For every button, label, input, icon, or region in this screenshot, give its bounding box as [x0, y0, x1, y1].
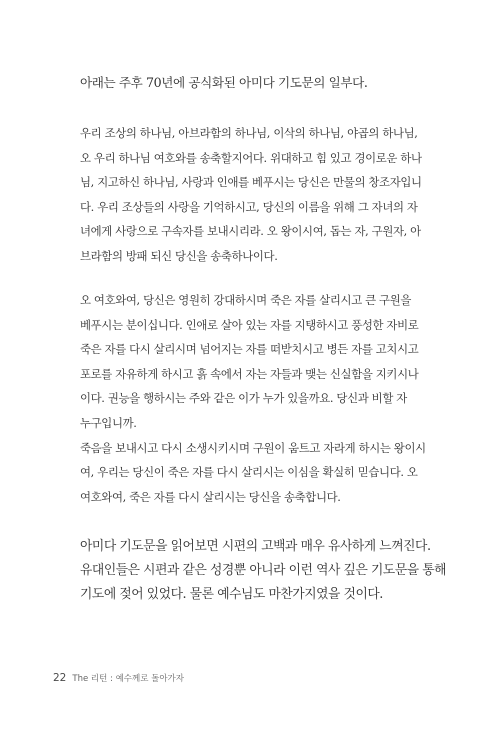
page-number: 22 [53, 672, 67, 684]
prayer-line: 포로를 자유하게 하시고 흙 속에서 자는 자들과 맺는 신실함을 지키시나 [80, 366, 419, 381]
intro-sentence: 아래는 주후 70년에 공식화된 아미다 기도문의 일부다. [80, 75, 368, 90]
prayer-line: 여, 우리는 당신이 죽은 자를 다시 살리시는 이심을 확실히 믿습니다. 오 [80, 465, 418, 480]
prayer-line: 우리 조상의 하나님, 아브라함의 하나님, 이삭의 하나님, 야곱의 하나님, [80, 126, 418, 140]
prayer-paragraph-2 [80, 288, 430, 509]
closing-line: 기도에 젖어 있었다. 물론 예수님도 마찬가지였을 것이다. [80, 587, 383, 602]
closing-paragraph [80, 535, 447, 607]
page-footer [53, 672, 184, 684]
closing-line: 유대인들은 시편과 같은 성경뿐 아니라 이런 역사 깊은 기도문을 통해 [80, 563, 447, 578]
prayer-line: 오 우리 하나님 여호와를 송축할지어다. 위대하고 힘 있고 경이로운 하나 [80, 150, 422, 165]
running-title: The 리턴 : 예수께로 돌아가자 [72, 674, 184, 684]
prayer-paragraph-1 [80, 121, 430, 268]
prayer-line: 이다. 권능을 행하시는 주와 같은 이가 누가 있을까요. 당신과 비할 자 [80, 391, 407, 406]
prayer-line: 님, 지고하신 하나님, 사랑과 인애를 베푸시는 당신은 만물의 창조자입니 [80, 175, 422, 189]
prayer-line: 베푸시는 분이십니다. 인애로 살아 있는 자를 지탱하시고 풍성한 자비로 [80, 317, 419, 332]
prayer-line: 누구입니까. [80, 415, 137, 430]
prayer-line: 오 여호와여, 당신은 영원히 강대하시며 죽은 자를 살리시고 큰 구원을 [80, 293, 412, 307]
prayer-line: 브라함의 방패 되신 당신을 송축하나이다. [80, 248, 278, 263]
prayer-line: 죽은 자를 다시 살리시며 넘어지는 자를 떠받치시고 병든 자를 고치시고 [80, 342, 419, 357]
closing-line: 아미다 기도문을 읽어보면 시편의 고백과 매우 유사하게 느껴진다. [80, 539, 431, 554]
prayer-line: 죽음을 보내시고 다시 소생시키시며 구원이 움트고 자라게 하시는 왕이시 [80, 440, 426, 455]
prayer-line: 녀에게 사랑으로 구속자를 보내시리라. 오 왕이시여, 돕는 자, 구원자, 아 [80, 224, 421, 238]
prayer-line: 다. 우리 조상들의 사랑을 기억하시고, 당신의 이름을 위해 그 자녀의 자 [80, 199, 418, 214]
prayer-line: 여호와여, 죽은 자를 다시 살리시는 당신을 송축합니다. [80, 489, 341, 504]
